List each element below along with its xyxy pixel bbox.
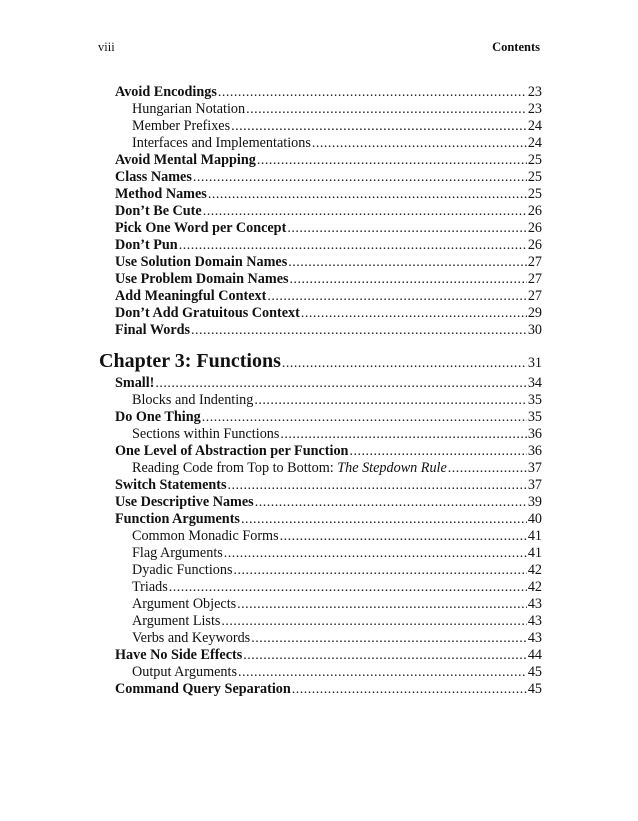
toc-entry-title-text: Switch Statements bbox=[115, 477, 227, 493]
toc-entry-section[interactable] bbox=[115, 322, 542, 339]
toc-entry-title bbox=[115, 409, 201, 426]
toc-entry-section[interactable] bbox=[115, 220, 542, 237]
toc-entry-page-number: 41 bbox=[527, 528, 542, 544]
toc-entry-title-text: Final Words bbox=[115, 322, 191, 338]
toc-entry-sub[interactable] bbox=[115, 613, 542, 630]
toc-entry-sub[interactable] bbox=[115, 528, 542, 545]
toc-entry-section[interactable] bbox=[115, 511, 542, 528]
toc-entry-title-text: Do One Thing bbox=[115, 409, 201, 425]
toc-entry-page-number: 45 bbox=[527, 664, 542, 680]
dot-leader bbox=[233, 562, 526, 579]
toc-entry-sub[interactable] bbox=[115, 664, 542, 681]
toc-entry-title-text: Avoid Mental Mapping bbox=[115, 152, 256, 168]
toc-entry-sub[interactable] bbox=[115, 579, 542, 596]
dot-leader bbox=[267, 288, 526, 305]
dot-leader bbox=[288, 254, 527, 271]
toc-entry-page-number: 26 bbox=[527, 220, 542, 236]
toc-entry-title-text: Output Arguments bbox=[132, 664, 237, 680]
toc-entry-title bbox=[132, 579, 168, 596]
toc-entry-title-text: Dyadic Functions bbox=[132, 562, 233, 578]
toc-entry-sub[interactable] bbox=[115, 135, 542, 152]
toc-entry-section[interactable] bbox=[115, 443, 542, 460]
dot-leader bbox=[218, 84, 527, 101]
toc-entry-title-text: Use Descriptive Names bbox=[115, 494, 254, 510]
dot-leader bbox=[202, 409, 527, 426]
toc-entry-title-text: Hungarian Notation bbox=[132, 101, 246, 117]
toc-entry-title bbox=[115, 443, 348, 460]
toc-entry-title-text: Don’t Be Cute bbox=[115, 203, 202, 219]
running-title: Contents bbox=[492, 40, 540, 54]
dot-leader bbox=[241, 511, 527, 528]
toc-entry-title bbox=[115, 511, 240, 528]
toc-entry-sub[interactable] bbox=[115, 426, 542, 443]
dot-leader bbox=[231, 118, 527, 135]
toc-entry-sub[interactable] bbox=[115, 596, 542, 613]
toc-entry-section[interactable] bbox=[115, 647, 542, 664]
toc-entry-sub[interactable] bbox=[115, 118, 542, 135]
dot-leader bbox=[237, 596, 527, 613]
toc-entry-chapter[interactable] bbox=[99, 349, 542, 373]
toc-entry-page-number: 29 bbox=[527, 305, 542, 321]
toc-entry-section[interactable] bbox=[115, 203, 542, 220]
toc-entry-page-number: 36 bbox=[527, 426, 542, 442]
toc-entry-page-number: 25 bbox=[527, 186, 542, 202]
toc-entry-title bbox=[115, 288, 266, 305]
dot-leader bbox=[254, 392, 526, 409]
dot-leader bbox=[191, 322, 527, 339]
table-of-contents bbox=[99, 84, 542, 698]
toc-entry-title bbox=[115, 186, 207, 203]
toc-entry-title-text: Interfaces and Implementations bbox=[132, 135, 311, 151]
dot-leader bbox=[221, 613, 526, 630]
toc-entry-title-text: Triads bbox=[132, 579, 168, 595]
toc-entry-page-number: 27 bbox=[527, 288, 542, 304]
toc-entry-page-number: 25 bbox=[527, 169, 542, 185]
toc-entry-title bbox=[132, 528, 279, 545]
toc-entry-title-text: Chapter 3: Functions bbox=[99, 350, 281, 372]
toc-entry-page-number: 42 bbox=[527, 562, 542, 578]
toc-entry-title bbox=[115, 271, 289, 288]
toc-entry-section[interactable] bbox=[115, 305, 542, 322]
toc-entry-title bbox=[115, 237, 178, 254]
toc-entry-page-number: 27 bbox=[527, 254, 542, 270]
toc-entry-title bbox=[115, 254, 287, 271]
toc-entry-section[interactable] bbox=[115, 375, 542, 392]
toc-entry-title bbox=[132, 135, 311, 152]
toc-entry-page-number: 42 bbox=[527, 579, 542, 595]
toc-entry-title bbox=[115, 220, 286, 237]
dot-leader bbox=[292, 681, 527, 698]
dot-leader bbox=[238, 664, 527, 681]
dot-leader bbox=[155, 375, 526, 392]
toc-entry-title-text: Add Meaningful Context bbox=[115, 288, 267, 304]
toc-entry-page-number: 36 bbox=[527, 443, 542, 459]
toc-entry-page-number: 37 bbox=[527, 477, 542, 493]
toc-entry-page-number: 34 bbox=[527, 375, 542, 391]
dot-leader bbox=[255, 494, 527, 511]
dot-leader bbox=[257, 152, 527, 169]
dot-leader bbox=[349, 443, 526, 460]
toc-entry-page-number: 45 bbox=[527, 681, 542, 697]
toc-entry-page-number: 31 bbox=[527, 355, 542, 371]
toc-entry-title-text: Flag Arguments bbox=[132, 545, 223, 561]
toc-entry-title bbox=[132, 426, 279, 443]
toc-entry-section[interactable] bbox=[115, 254, 542, 271]
toc-entry-title-text: Verbs and Keywords bbox=[132, 630, 251, 646]
toc-entry-section[interactable] bbox=[115, 237, 542, 254]
toc-entry-page-number: 43 bbox=[527, 630, 542, 646]
toc-entry-section[interactable] bbox=[115, 409, 542, 426]
toc-entry-title bbox=[115, 203, 202, 220]
toc-entry-title bbox=[132, 630, 250, 647]
dot-leader bbox=[169, 579, 527, 596]
toc-entry-title bbox=[132, 392, 253, 409]
toc-entry-page-number: 39 bbox=[527, 494, 542, 510]
toc-entry-title bbox=[115, 494, 254, 511]
toc-entry-title-text: Avoid Encodings bbox=[115, 84, 217, 100]
toc-entry-title-text: Command Query Separation bbox=[115, 681, 291, 697]
dot-leader bbox=[448, 460, 527, 477]
toc-entry-section[interactable] bbox=[115, 271, 542, 288]
toc-entry-title-text: Blocks and Indenting bbox=[132, 392, 254, 408]
toc-entry-title bbox=[115, 169, 192, 186]
toc-entry-title-text: Common Monadic Forms bbox=[132, 528, 279, 544]
toc-entry-section[interactable] bbox=[115, 152, 542, 169]
toc-entry-section[interactable] bbox=[115, 169, 542, 186]
toc-entry-title bbox=[115, 375, 154, 392]
toc-entry-title bbox=[132, 101, 245, 118]
toc-entry-title-text: Reading Code from Top to Bottom: bbox=[132, 460, 338, 476]
toc-entry-page-number: 26 bbox=[527, 203, 542, 219]
toc-entry-page-number: 40 bbox=[527, 511, 542, 527]
toc-entry-title-text: Sections within Functions bbox=[132, 426, 280, 442]
dot-leader bbox=[251, 630, 527, 647]
toc-entry-page-number: 25 bbox=[527, 152, 542, 168]
toc-entry-section[interactable] bbox=[115, 186, 542, 203]
toc-entry-page-number: 35 bbox=[527, 392, 542, 408]
dot-leader bbox=[282, 352, 527, 376]
page-header bbox=[98, 40, 540, 60]
dot-leader bbox=[301, 305, 527, 322]
toc-entry-title bbox=[132, 596, 236, 613]
toc-entry-title bbox=[115, 647, 242, 664]
dot-leader bbox=[246, 101, 527, 118]
toc-entry-title bbox=[132, 664, 237, 681]
toc-entry-sub[interactable] bbox=[115, 101, 542, 118]
page-number: viii bbox=[98, 40, 115, 54]
toc-entry-page-number: 35 bbox=[527, 409, 542, 425]
toc-entry-page-number: 26 bbox=[527, 237, 542, 253]
toc-entry-title bbox=[115, 322, 190, 339]
toc-entry-page-number: 23 bbox=[527, 84, 542, 100]
toc-entry-section[interactable] bbox=[115, 494, 542, 511]
toc-entry-page-number: 24 bbox=[527, 135, 542, 151]
toc-entry-sub[interactable] bbox=[115, 562, 542, 579]
toc-entry-page-number: 43 bbox=[527, 596, 542, 612]
dot-leader bbox=[243, 647, 527, 664]
dot-leader bbox=[280, 426, 526, 443]
toc-entry-sub[interactable] bbox=[115, 630, 542, 647]
toc-entry-title bbox=[132, 562, 232, 579]
toc-entry-title bbox=[115, 305, 300, 322]
toc-entry-title-text: Argument Objects bbox=[132, 596, 237, 612]
toc-entry-title-text: Function Arguments bbox=[115, 511, 240, 527]
toc-entry-section[interactable] bbox=[115, 681, 542, 698]
toc-entry-title bbox=[115, 84, 217, 101]
dot-leader bbox=[228, 477, 527, 494]
dot-leader bbox=[193, 169, 527, 186]
toc-entry-title-text: One Level of Abstraction per Function bbox=[115, 443, 349, 459]
toc-entry-page-number: 43 bbox=[527, 613, 542, 629]
dot-leader bbox=[312, 135, 527, 152]
toc-entry-sub[interactable] bbox=[115, 460, 542, 477]
toc-entry-title bbox=[132, 118, 230, 135]
toc-entry-title-text: Use Solution Domain Names bbox=[115, 254, 288, 270]
toc-entry-title bbox=[115, 152, 256, 169]
dot-leader bbox=[224, 545, 527, 562]
toc-entry-title-text: Have No Side Effects bbox=[115, 647, 243, 663]
toc-entry-title bbox=[132, 460, 447, 477]
toc-entry-title-text: Don’t Add Gratuitous Context bbox=[115, 305, 300, 321]
toc-entry-page-number: 41 bbox=[527, 545, 542, 561]
toc-entry-title-italic: The Stepdown Rule bbox=[337, 460, 447, 476]
toc-entry-title bbox=[115, 477, 227, 494]
dot-leader bbox=[287, 220, 527, 237]
toc-entry-title bbox=[132, 545, 223, 562]
toc-entry-sub[interactable] bbox=[115, 392, 542, 409]
toc-entry-title bbox=[132, 613, 220, 630]
toc-entry-title-text: Use Problem Domain Names bbox=[115, 271, 289, 287]
toc-entry-title bbox=[99, 349, 281, 373]
toc-entry-section[interactable] bbox=[115, 477, 542, 494]
toc-entry-title-text: Argument Lists bbox=[132, 613, 221, 629]
toc-entry-sub[interactable] bbox=[115, 545, 542, 562]
toc-entry-page-number: 30 bbox=[527, 322, 542, 338]
toc-entry-page-number: 37 bbox=[527, 460, 542, 476]
toc-entry-section[interactable] bbox=[115, 288, 542, 305]
toc-entry-title-text: Method Names bbox=[115, 186, 207, 202]
dot-leader bbox=[203, 203, 527, 220]
dot-leader bbox=[208, 186, 527, 203]
toc-entry-page-number: 23 bbox=[527, 101, 542, 117]
dot-leader bbox=[179, 237, 527, 254]
toc-entry-page-number: 27 bbox=[527, 271, 542, 287]
toc-entry-title bbox=[115, 681, 291, 698]
toc-entry-title-text: Class Names bbox=[115, 169, 192, 185]
dot-leader bbox=[280, 528, 527, 545]
toc-entry-page-number: 24 bbox=[527, 118, 542, 134]
toc-entry-title-text: Member Prefixes bbox=[132, 118, 231, 134]
toc-entry-title-text: Don’t Pun bbox=[115, 237, 178, 253]
toc-entry-section[interactable] bbox=[115, 84, 542, 101]
toc-entry-page-number: 44 bbox=[527, 647, 542, 663]
toc-entry-title-text: Pick One Word per Concept bbox=[115, 220, 287, 236]
toc-entry-title-text: Small! bbox=[115, 375, 155, 391]
dot-leader bbox=[290, 271, 527, 288]
